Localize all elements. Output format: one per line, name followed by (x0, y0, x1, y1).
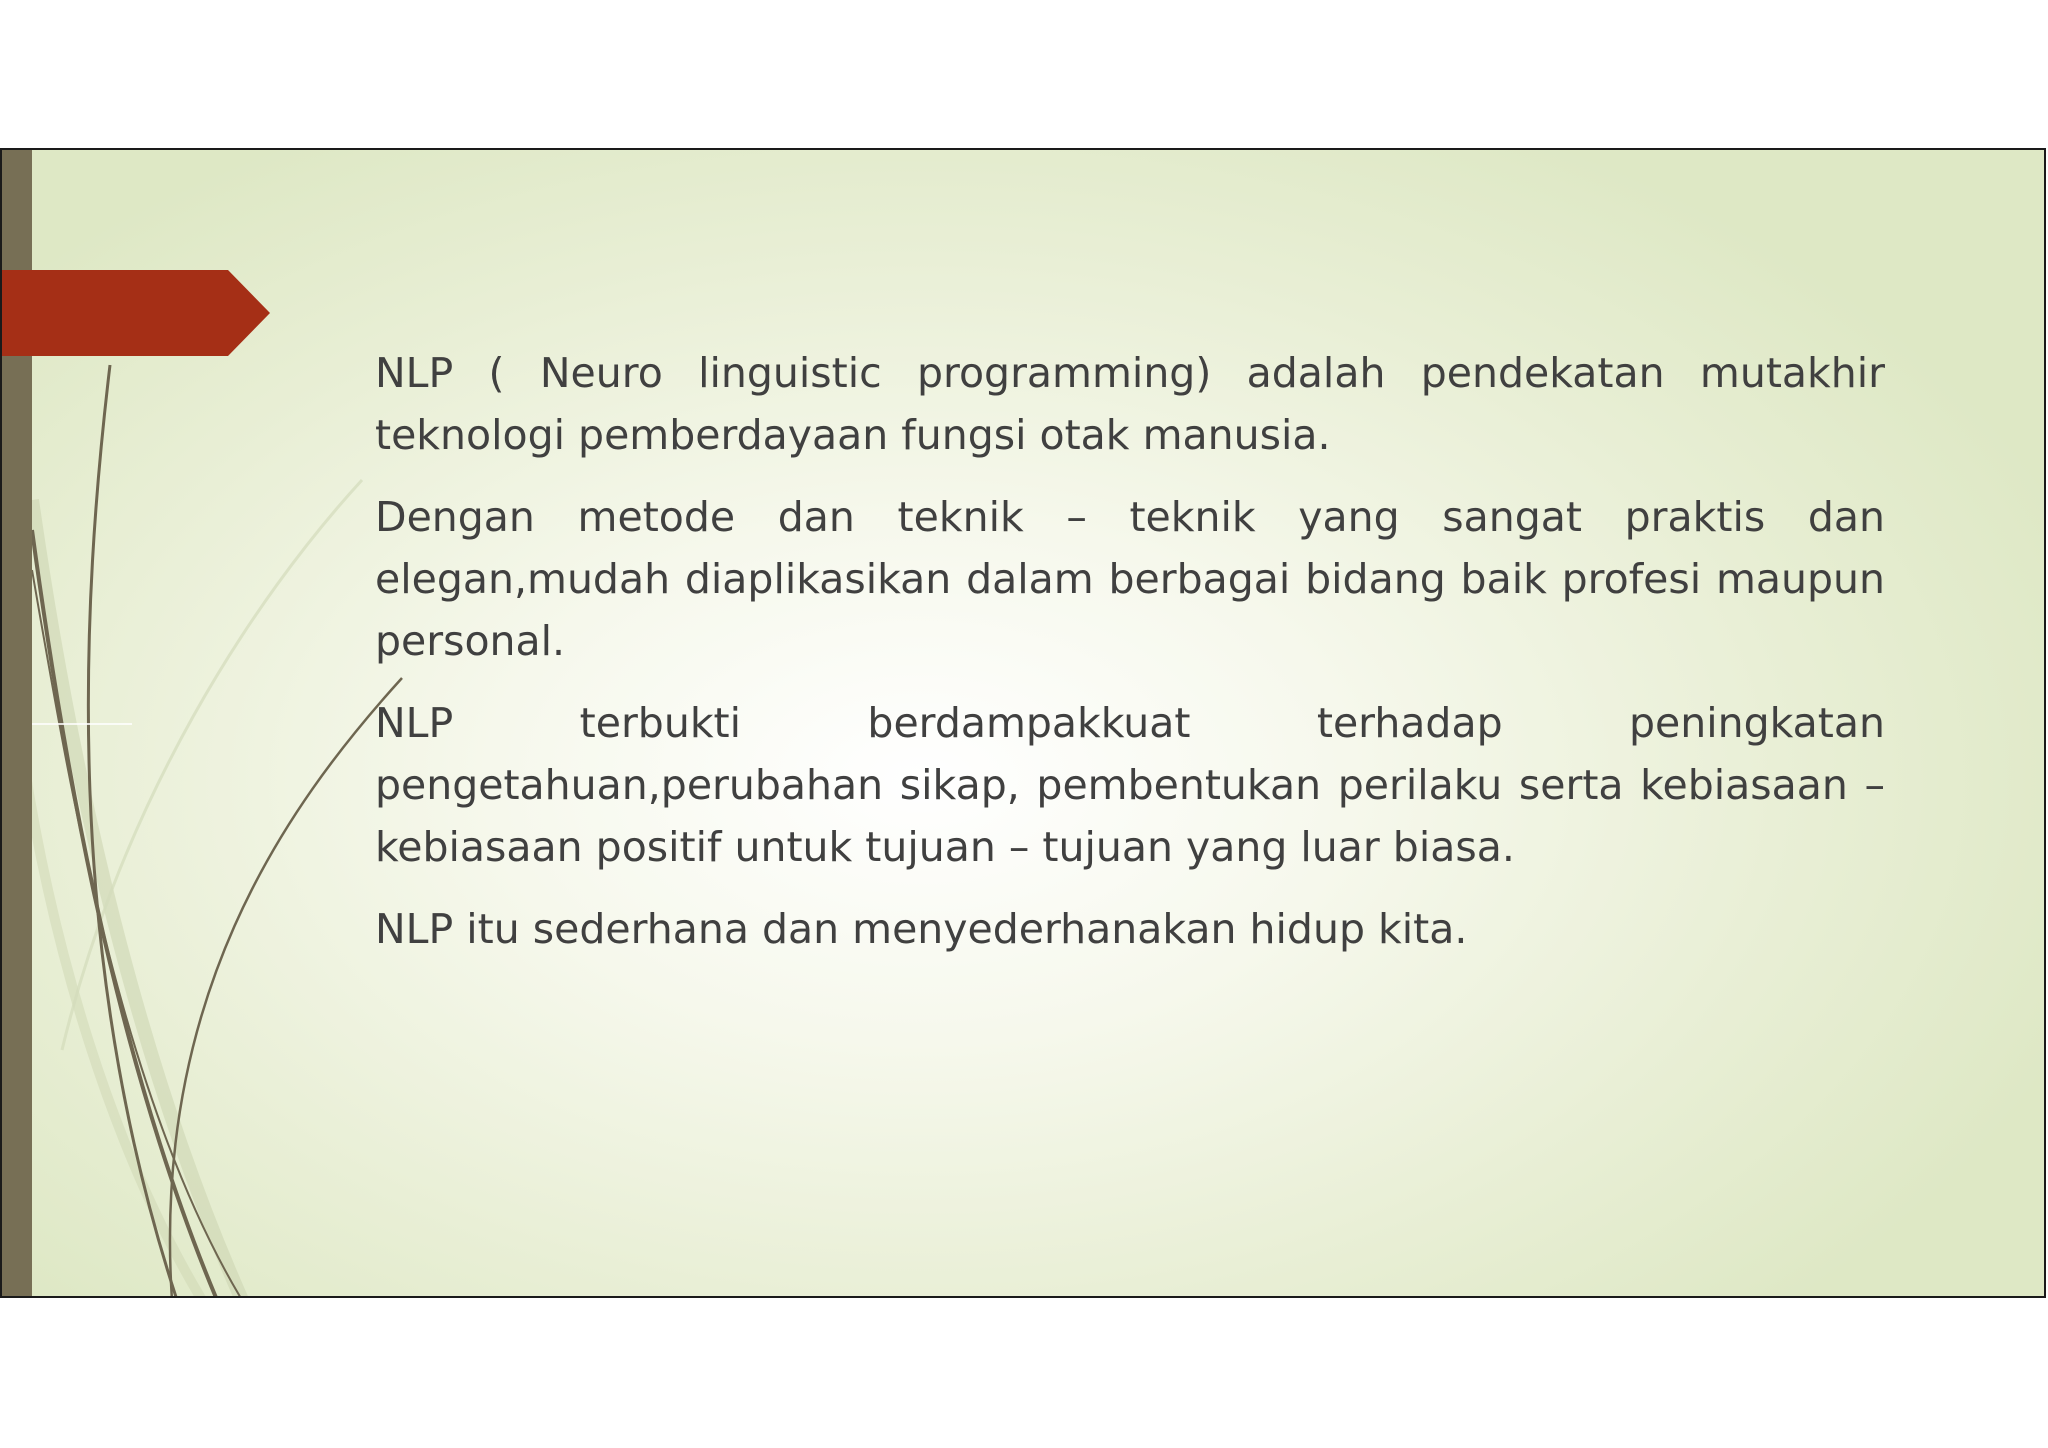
red-arrow-shape (2, 270, 270, 356)
paragraph-nlp-definition: NLP ( Neuro linguistic programming) adalah pendekatan mutakhir teknologi pemberdayaan fungsi otak manusia. (375, 349, 1885, 459)
paragraph-impact: NLP terbukti berdampakkuat terhadap peningkatan pengetahuan,perubahan sikap, pembentukan perilaku serta kebiasaan – kebiasaan positif untuk tujuan – tujuan yang luar biasa. (375, 699, 1885, 871)
slide-body (375, 342, 1885, 960)
slide (0, 148, 2046, 1298)
paragraph-methods: Dengan metode dan teknik – teknik yang sangat praktis dan elegan,mudah diaplikasikan dalam berbagai bidang baik profesi maupun personal. (375, 493, 1885, 665)
paragraph-simplicity: NLP itu sederhana dan menyederhanakan hidup kita. (375, 905, 1468, 953)
